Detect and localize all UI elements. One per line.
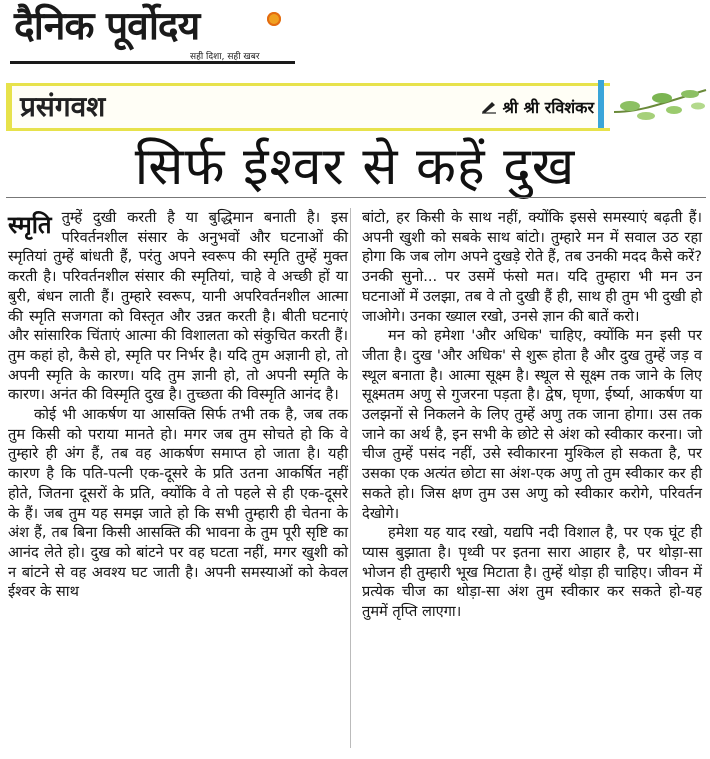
column-divider [350, 208, 351, 748]
article-paragraph: मन को हमेशा 'और अधिक' चाहिए, क्योंकि मन इसी पर जीता है। दुख 'और अधिक' से शुरू होता है और दुख तुम्हें जड़ व स्थूल बनाता है। आत्मा सूक्ष्म है। स्थूल से सूक्ष्म तक जाने के लिए सूक्ष्मतम अणु से गुजरना पड़ता है। द्वेष, घृणा, ईर्ष्या, आकर्षण या उलझनों से निकलने के लिए तुम्हें अणु तक जाना होगा। उस तक जाने का अर्थ है, इन सभी के छोटे से अंश को स्वीकार करना। जो चीज तुम्हें पसंद नहीं, उसे स्वीकारना मुश्किल हो सकता है, पर उसका एक अत्यंत छोटा सा अंश-एक अणु तो तुम स्वीकार कर ही सकते हो। जिस क्षण तुम उस अणु को स्वीकार करोगे, परिवर्तन देखोगे। [362, 327, 702, 522]
plant-illustration-icon [610, 82, 710, 126]
article-headline: सिर्फ ईश्वर से कहें दुख [134, 137, 576, 197]
sun-logo-icon [267, 12, 281, 26]
headline-rule [6, 197, 706, 198]
article-column-right [362, 208, 702, 622]
article-kicker: स्मृति [8, 211, 52, 239]
author-name: श्री श्री रविशंकर [502, 98, 594, 117]
article-paragraph [8, 208, 348, 405]
author-byline [481, 96, 594, 118]
article-paragraph: हमेशा यह याद रखो, यद्यपि नदी विशाल है, पर एक घूंट ही प्यास बुझाता है। पृथ्वी पर इतना सारा आहार है, पर थोड़ा-सा भोजन ही तुम्हारी भूख मिटाता है। तुम्हें थोड़ा ही चाहिए। जीवन में प्रत्येक चीज का थोड़ा-सा अंश तुम स्वीकार कर सकते हो-यह तुममें तृप्ति लाएगा। [362, 524, 702, 621]
section-title: प्रसंगवश [20, 90, 106, 123]
article-paragraph: बांटो, हर किसी के साथ नहीं, क्योंकि इससे समस्याएं बढ़ती हैं। अपनी खुशी को सबके साथ बांटो। तुम्हारे मन में सवाल उठ रहा होगा कि जब लोग अपने दुखड़े रोते हैं, तब उनकी मदद कैसे करें? उनकी सुनो... पर उसमें फंसो मत। यदि तुम्हारा भी मन उन घटनाओं में उलझा, तब वे तो दुखी हैं ही, साथ ही तुम भी दुखी हो जाओगे। उनका ख्याल रखो, उनसे ज्ञान की बातें करो। [362, 209, 702, 325]
newspaper-tagline: सही दिशा, सही खबर [190, 52, 260, 62]
pen-icon [481, 100, 497, 114]
section-divider [598, 80, 604, 128]
section-bar [6, 83, 610, 131]
article-paragraph: कोई भी आकर्षण या आसक्ति सिर्फ तभी तक है, जब तक तुम किसी को पराया मानते हो। मगर जब तुम सोचते हो कि वे तुम्हारे ही अंग हैं, तब वह आकर्षण समाप्त हो जाता है। यही कारण है कि पति-पत्नी एक-दूसरे के प्रति उतना आकर्षित नहीं होते, जितना दूसरों के प्रति, क्योंकि वे तो पहले से ही एक-दूसरे के हैं। जब तुम यह समझ जाते हो कि सभी तुम्हारी ही चेतना के अंश हैं, तब बिना किसी आसक्ति की भावना के तुम पूरी सृष्टि का आनंद लेते हो। दुख को बांटने पर वह घटता नहीं, मगर खुशी को न बांटने से वह अवश्य घट जाती है। अपनी समस्याओं को केवल ईश्वर के साथ [8, 406, 348, 601]
masthead [10, 4, 295, 66]
article-column-left [8, 208, 348, 602]
newspaper-name: दैनिक पूर्वोदय [14, 4, 200, 49]
paragraph-text: तुम्हें दुखी करती है या बुद्धिमान बनाती है। इस परिवर्तनशील संसार के अनुभवों और घटनाओं की स्मृतियां तुम्हें बांधती हैं, परंतु अपने स्वरूप की स्मृति तुम्हें मुक्त करती है। परिवर्तनशील संसार की स्मृतियां, चाहे वे अच्छी हों या बुरी, बंधन लाती हैं। तुम्हारे स्वरूप, यानी अपरिवर्तनशील आत्मा की स्मृति सजगता को विस्तृत और उन्नत करती है। बीती घटनाएं और सांसारिक चिंताएं आत्मा की विशालता को संकुचित करती हैं। तुम कहां हो, कैसे हो, स्मृति पर निर्भर है। यदि तुम अज्ञानी हो, तो अपनी स्मृति के कारण। यदि तुम ज्ञानी हो, तो अपनी स्मृति के कारण। अनंत की विस्मृति दुख है। तुच्छता की विस्मृति आनंद है। [8, 209, 348, 404]
